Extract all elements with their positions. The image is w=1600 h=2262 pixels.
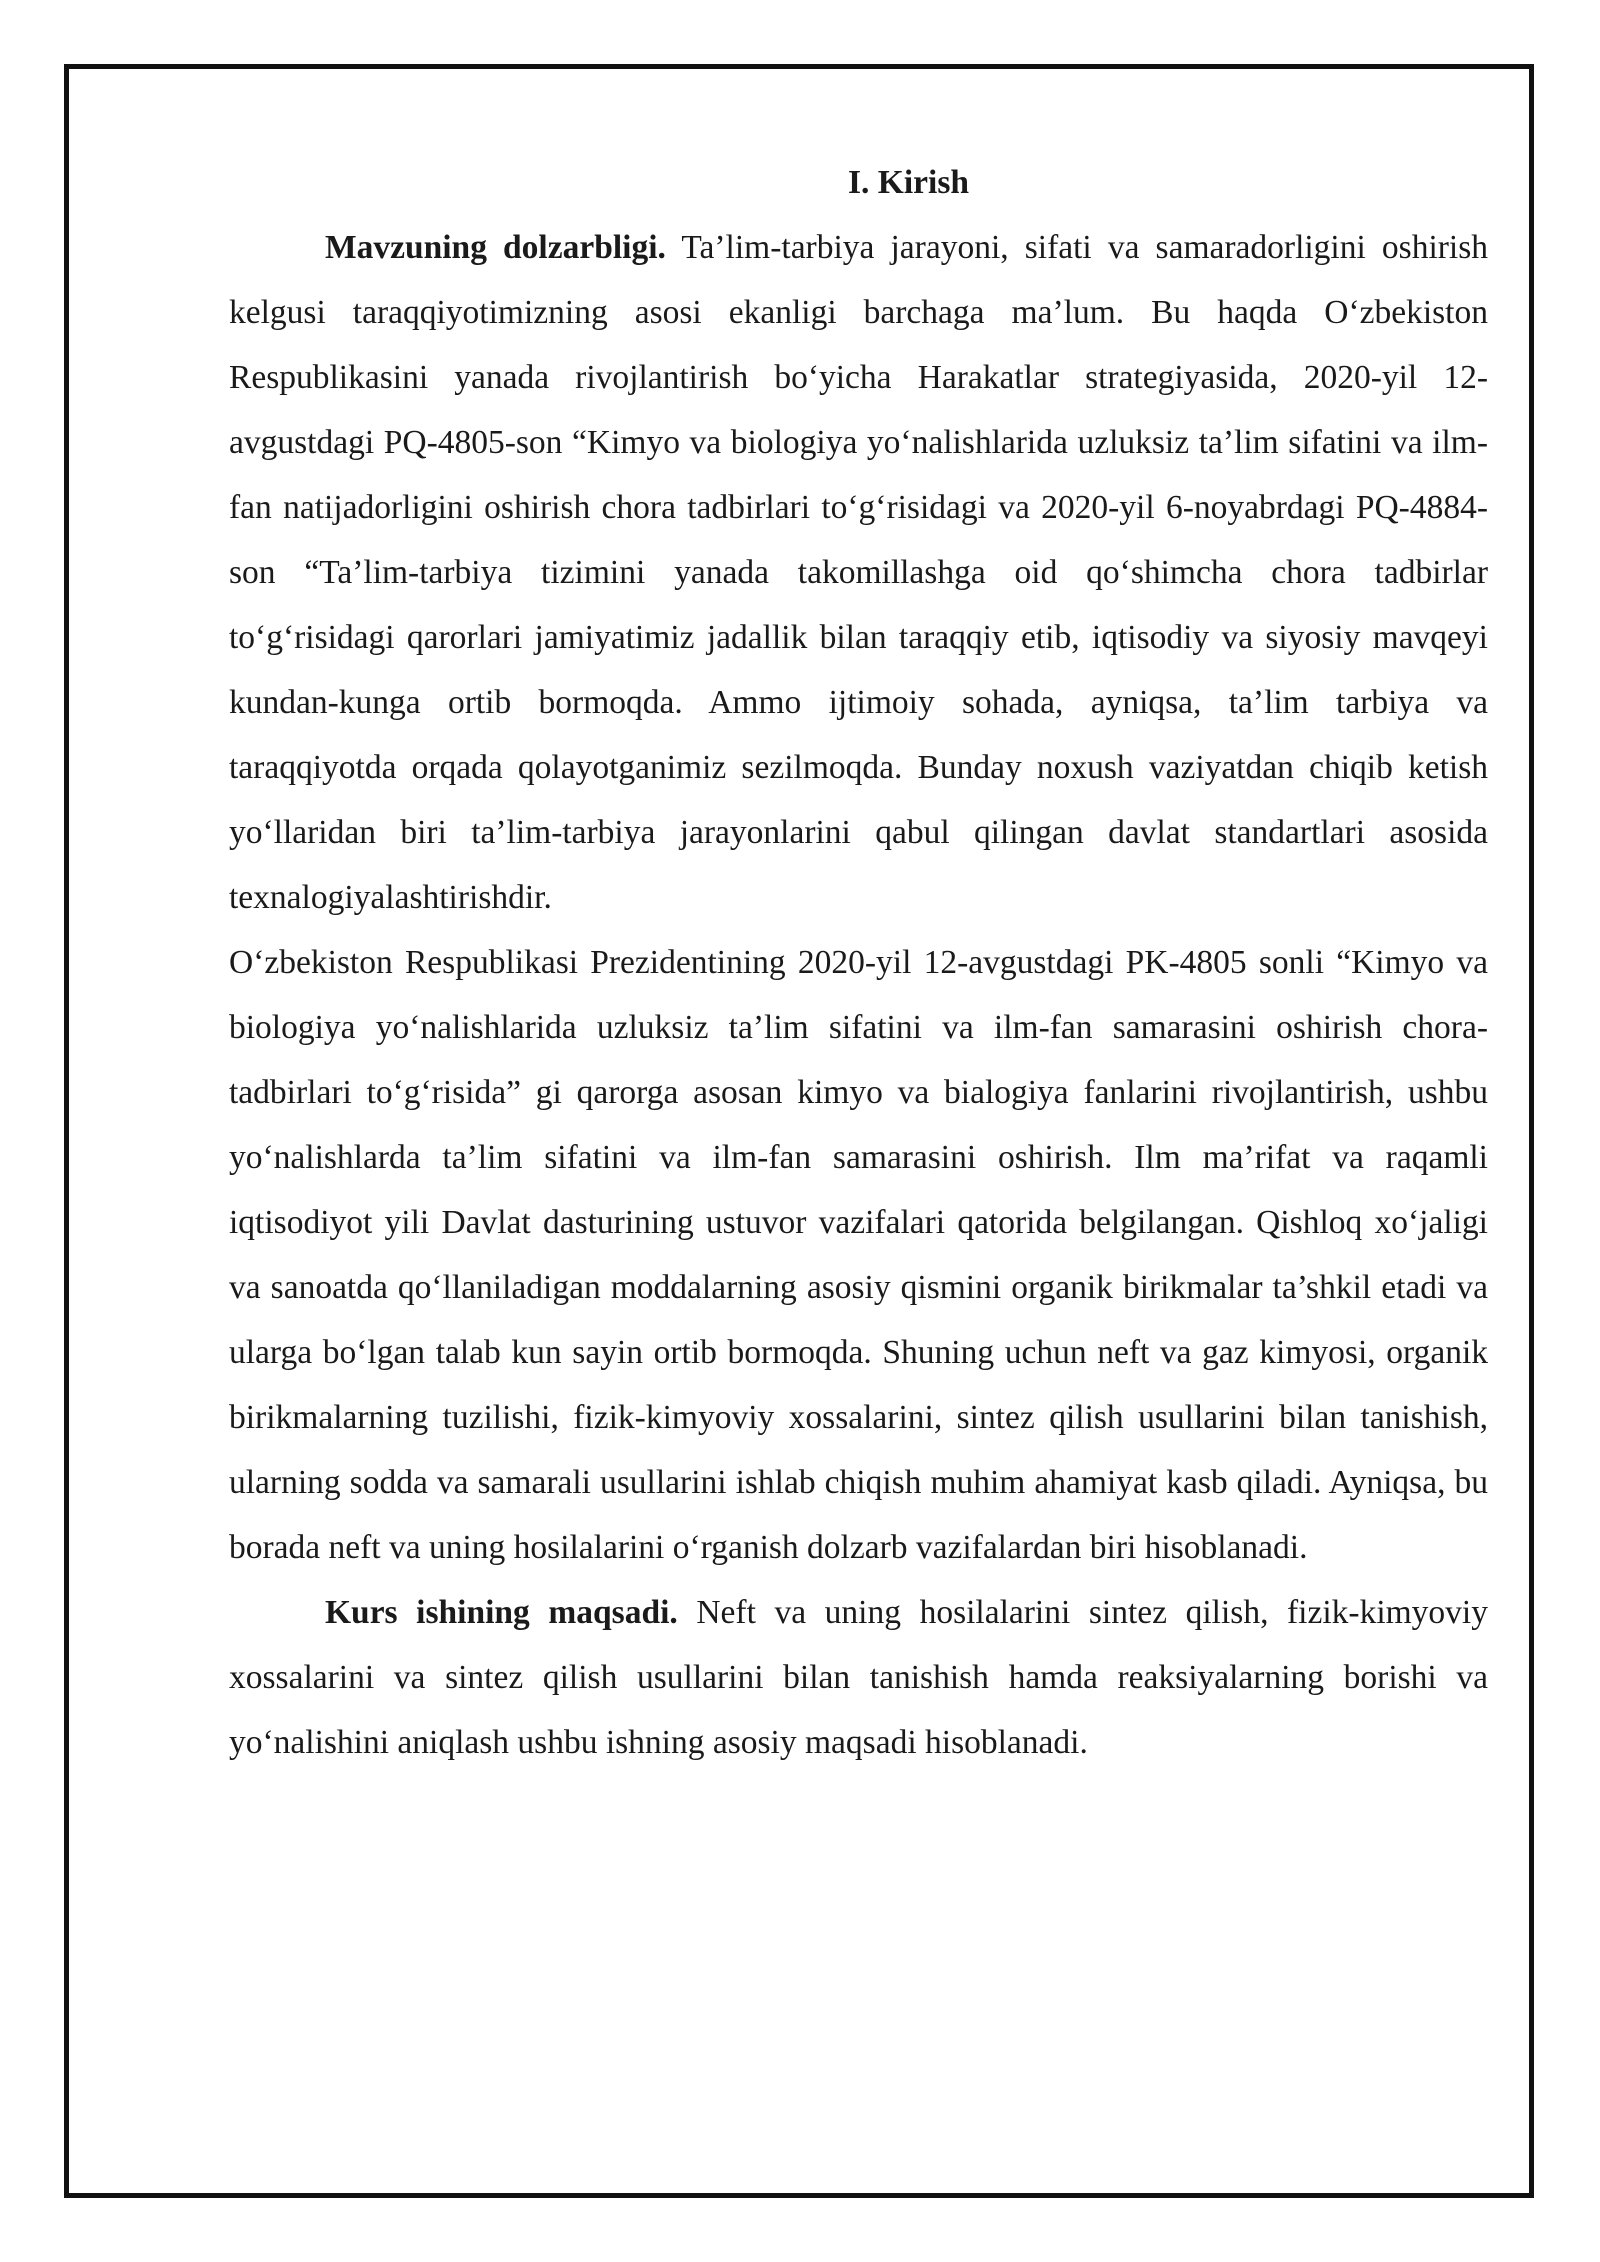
section-heading: I. Kirish xyxy=(848,164,969,201)
paragraph-relevance xyxy=(229,215,1488,930)
document-body xyxy=(229,150,1488,1775)
paragraph-text-relevance: Ta’lim-tarbiya jarayoni, sifati va samaradorligini oshirish kelgusi taraqqiyotimizning asosi ekanligi barchaga ma’lum. Bu haqda O‘zbekiston Respublikasini yanada rivojlantirish bo‘yicha Harakatlar strategiyasida, 2020-yil 12-avgustdagi PQ-4805-son “Kimyo va biologiya yo‘nalishlarida uzluksiz ta’lim sifatini va ilm-fan natijadorligini oshirish chora tadbirlari to‘g‘risidagi va 2020-yil 6-noyabrdagi PQ-4884-son “Ta’lim-tarbiya tizimini yanada takomillashga oid qo‘shimcha chora tadbirlar to‘g‘risidagi qarorlari jamiyatimiz jadallik bilan taraqqiy etib, iqtisodiy va siyosiy mavqeyi kundan-kunga ortib bormoqda. Ammo ijtimoiy sohada, ayniqsa, ta’lim tarbiya va taraqqiyotda orqada qolayotganimiz sezilmoqda. Bunday noxush vaziyatdan chiqib ketish yo‘llaridan biri ta’lim-tarbiya jarayonlarini qabul qilingan davlat standartlari asosida texnalogiyalashtirishdir. xyxy=(229,229,1489,916)
paragraph-decree: O‘zbekiston Respublikasi Prezidentining 2020-yil 12-avgustdagi PK-4805 sonli “Kimyo va biologiya yo‘nalishlarida uzluksiz ta’lim sifatini va ilm-fan samarasini oshirish chora-tadbirlari to‘g‘risida” gi qarorga asosan kimyo va bialogiya fanlarini rivojlantirish, ushbu yo‘nalishlarda ta’lim sifatini va ilm-fan samarasini oshirish. Ilm ma’rifat va raqamli iqtisodiyot yili Davlat dasturining ustuvor vazifalari qatorida belgilangan. Qishloq xo‘jaligi va sanoatda qo‘llaniladigan moddalarning asosiy qismini organik birikmalar ta’shkil etadi va ularga bo‘lgan talab kun sayin ortib bormoqda. Shuning uchun neft va gaz kimyosi, organik birikmalarning tuzilishi, fizik-kimyoviy xossalarini, sintez qilish usullarini bilan tanishish, ularning sodda va samarali usullarini ishlab chiqish muhim ahamiyat kasb qiladi. Ayniqsa, bu borada neft va uning hosilalarini o‘rganish dolzarb vazifalardan biri hisoblanadi. xyxy=(229,944,1488,1566)
paragraph-lead-goal: Kurs ishining maqsadi. xyxy=(325,1594,678,1631)
paragraph-text-goal: Neft va uning hosilalarini sintez qilish, fizik-kimyoviy xossalarini va sintez qilish usullarini bilan tanishish hamda reaksiyalarning borishi va yo‘nalishini aniqlash ushbu ishning asosiy maqsadi hisoblanadi. xyxy=(229,1594,1488,1761)
paragraph-goal xyxy=(229,1580,1488,1775)
paragraph-lead-relevance: Mavzuning dolzarbligi. xyxy=(325,229,666,266)
